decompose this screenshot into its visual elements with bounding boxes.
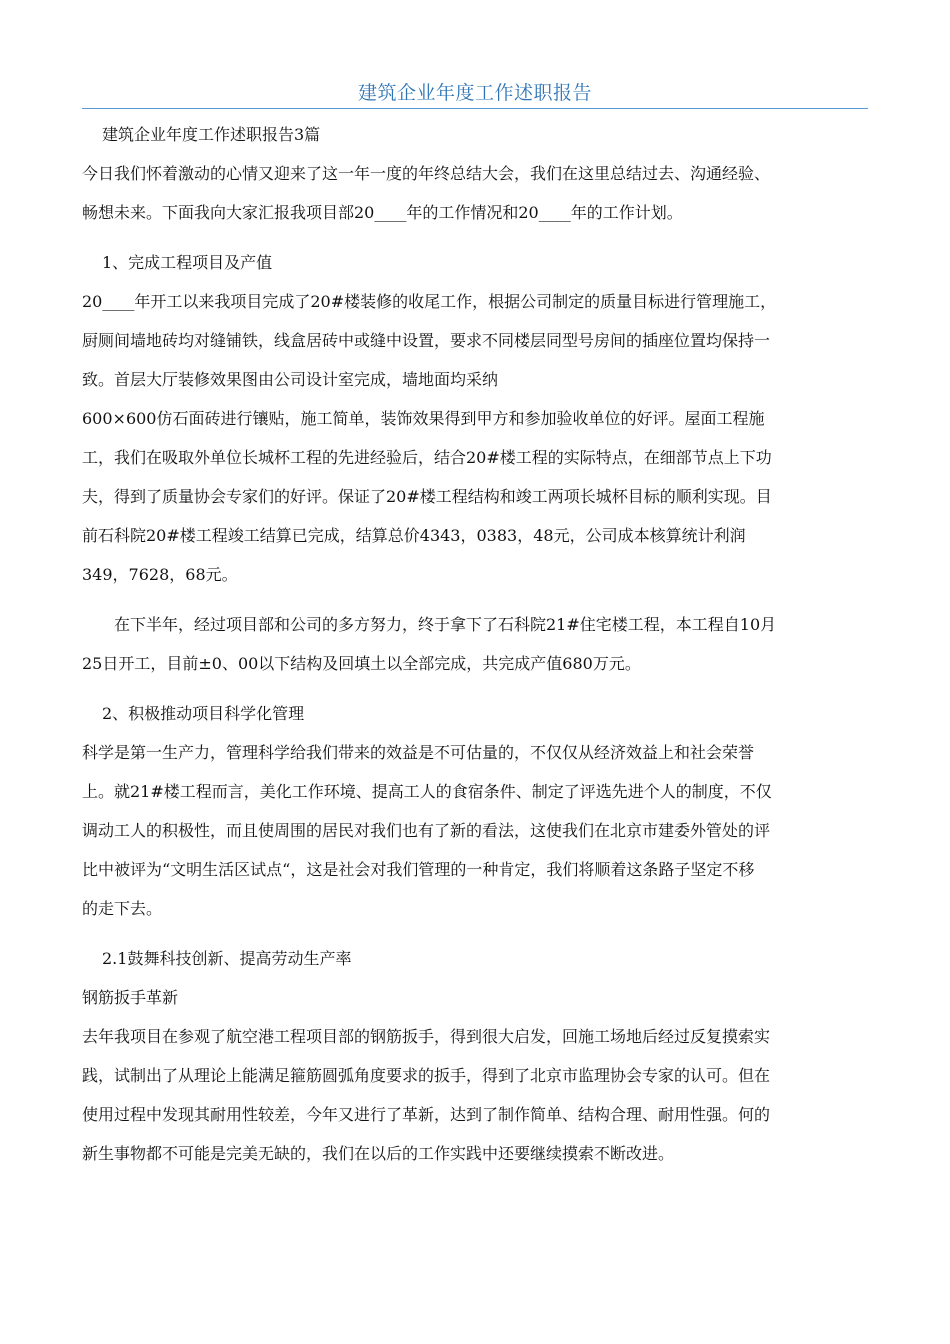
document-body (82, 122, 868, 1165)
header-divider (82, 108, 868, 109)
body-line: 科学是第一生产力，管理科学给我们带来的效益是不可估量的，不仅仅从经济效益上和社会荣誉 (82, 743, 755, 762)
body-line: 钢筋扳手革新 (82, 988, 179, 1007)
body-line: 349，7628，68元。 (82, 565, 238, 584)
body-line: 25日开工，目前±0、00以下结构及回填土以全部完成，共完成产值680万元。 (82, 654, 641, 673)
body-line: 的走下去。 (82, 899, 163, 918)
body-line: 前石科院20#楼工程竣工结算已完成，结算总价4343，0383，48元，公司成本核算统计利润 (82, 526, 746, 545)
body-line: 工，我们在吸取外单位长城杯工程的先进经验后，结合20#楼工程的实际特点，在细部节点上下功 (82, 448, 772, 467)
body-line: 1、完成工程项目及产值 (102, 253, 273, 272)
body-line: 去年我项目在参观了航空港工程项目部的钢筋扳手，得到很大启发，回施工场地后经过反复摸索实 (82, 1027, 771, 1046)
body-line: 新生事物都不可能是完美无缺的，我们在以后的工作实践中还要继续摸索不断改进。 (82, 1144, 675, 1163)
body-line: 600×600仿石面砖进行镶贴，施工简单，装饰效果得到甲方和参加验收单位的好评。屋面工程施 (82, 409, 765, 428)
body-line: 今日我们怀着激动的心情又迎来了这一年一度的年终总结大会，我们在这里总结过去、沟通经验、 (82, 164, 771, 183)
body-line: 厨厕间墙地砖均对缝铺铁，线盒居砖中或缝中设置，要求不同楼层同型号房间的插座位置均保持一 (82, 331, 771, 350)
body-line: 致。首层大厅装修效果图由公司设计室完成，墙地面均采纳 (82, 370, 499, 389)
body-line: 使用过程中发现其耐用性较差，今年又进行了革新，达到了制作简单、结构合理、耐用性强。何的 (82, 1105, 771, 1124)
body-line: 在下半年，经过项目部和公司的多方努力，终于拿下了石科院21#住宅楼工程，本工程自10月 (114, 615, 777, 634)
body-line: 20____年开工以来我项目完成了20#楼装修的收尾工作，根据公司制定的质量目标进行管理施工， (82, 292, 777, 311)
body-line: 2.1鼓舞科技创新、提高劳动生产率 (102, 949, 352, 968)
document-header-title: 建筑企业年度工作述职报告 (357, 82, 592, 104)
body-line: 夫，得到了质量协会专家们的好评。保证了20#楼工程结构和竣工两项长城杯目标的顺利实现。目 (82, 487, 772, 506)
body-line: 比中被评为“文明生活区试点“，这是社会对我们管理的一种肯定，我们将顺着这条路子坚定不移 (82, 860, 755, 879)
body-line: 上。就21#楼工程而言，美化工作环境、提高工人的食宿条件、制定了评选先进个人的制度，不仅 (82, 782, 772, 801)
body-line: 畅想未来。下面我向大家汇报我项目部20____年的工作情况和20____年的工作计划。 (82, 203, 683, 222)
body-line: 践，试制出了从理论上能满足箍筋圆弧角度要求的扳手，得到了北京市监理协会专家的认可。但在 (82, 1066, 771, 1085)
body-line: 建筑企业年度工作述职报告3篇 (102, 125, 321, 144)
body-line: 调动工人的积极性，而且使周围的居民对我们也有了新的看法，这使我们在北京市建委外管处的评 (82, 821, 771, 840)
body-line: 2、积极推动项目科学化管理 (102, 704, 305, 723)
